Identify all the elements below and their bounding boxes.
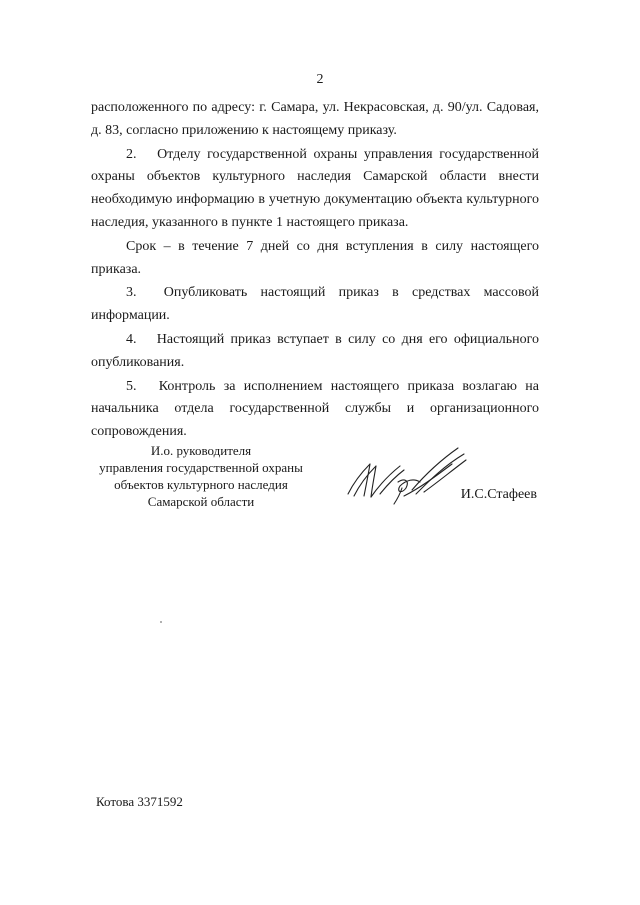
signatory-line-2: управления государственной охраны xyxy=(99,460,303,475)
paragraph-deadline: Срок – в течение 7 дней со дня вступления в силу настоящего приказа. xyxy=(91,238,539,277)
page-number: 2 xyxy=(316,72,324,87)
paragraph-item-2: 2. Отделу государственной охраны управления государственной охраны объектов культурного наследия Самарской области внести необходимую информацию в учетную документацию объекта культурного наследия, указанного в пункте 1 настоящего приказа. xyxy=(91,146,539,230)
paragraph-item-4: 4. Настоящий приказ вступает в силу со дня его официального опубликования. xyxy=(91,331,539,370)
signatory-line-4: Самарской области xyxy=(147,494,255,509)
paragraph-address: расположенного по адресу: г. Самара, ул. Некрасовская, д. 90/ул. Садовая, д. 83, согласно приложению к настоящему приказу. xyxy=(91,100,539,138)
executor-footer: Котова 3371592 xyxy=(96,794,183,809)
signatory-title xyxy=(96,442,306,510)
paragraph-item-5: 5. Контроль за исполнением настоящего приказа возлагаю на начальника отдела государственной службы и организационного сопровождения. xyxy=(91,378,539,440)
handwritten-signature xyxy=(340,442,470,512)
signatory-line-1: И.о. руководителя xyxy=(150,443,252,458)
signatory-name: И.С.Стафеев xyxy=(460,487,537,502)
paragraph-item-3: 3. Опубликовать настоящий приказ в средствах массовой информации. xyxy=(91,285,539,324)
document-body xyxy=(91,97,539,444)
scan-speck xyxy=(160,621,162,623)
signatory-line-3: объектов культурного наследия xyxy=(114,477,288,492)
